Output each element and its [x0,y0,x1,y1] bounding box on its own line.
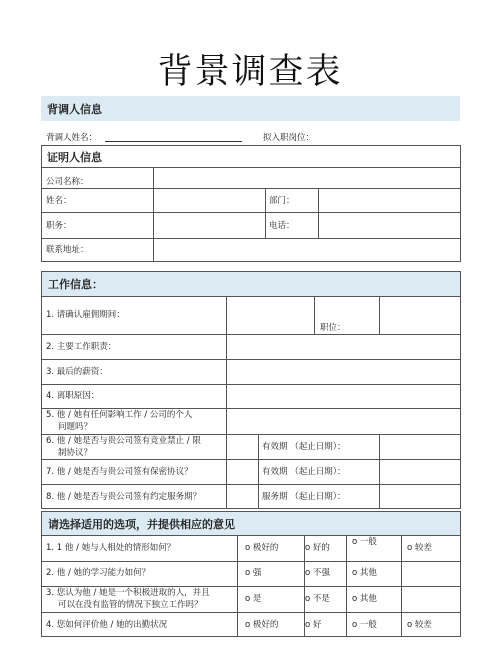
r4-attendance: 4. 您如何评价他 / 她的出勤状况 [46,620,168,630]
q1-position-field[interactable] [380,297,460,334]
divider [41,612,461,613]
q8-service-period: 8. 他 / 她是否与贵公司签有约定服务期？ [46,492,202,502]
department-field[interactable] [319,189,460,212]
q4-leave-reason: 4. 离职原因： [46,391,100,401]
divider [346,535,347,637]
q5-personal-issues-line2: 问题吗？ [58,422,93,432]
divider [401,535,402,637]
referee-name-field[interactable] [154,189,264,212]
q8-service-field[interactable] [380,485,460,509]
r3-option-yes[interactable]: o 是 [245,594,262,604]
q1-employment-period: 1. 请确认雇佣期间： [46,310,125,320]
r1-option-excellent[interactable]: o 极好的 [245,543,279,553]
target-position-label: 拟入职岗位： [263,133,315,143]
section-title: 请选择适用的选项，并提供相应的意见 [48,517,235,531]
r4-option-poor[interactable]: o 较差 [407,620,432,630]
q3-last-salary: 3. 最后的薪资： [46,367,108,377]
q6-validity-field[interactable] [380,435,460,459]
q6-noncompete-line1: 6. 他 / 她是否与贵公司签有竞业禁止 / 限 [46,436,201,446]
r3-option-other[interactable]: o 其他 [352,594,377,604]
divider [258,434,259,509]
q2-responsibilities: 2. 主要工作职责： [46,342,117,352]
q6-noncompete-line2: 制协议？ [58,448,93,458]
referee-name-label: 姓名： [46,196,72,206]
q5-personal-issues-line1: 5. 他 / 她有任何影响工作 / 公司的个人 [46,410,193,420]
investigator-name-field[interactable] [105,141,242,142]
section-header-referee: 证明人信息 [47,151,102,164]
r4-option-excellent[interactable]: o 极好的 [245,620,279,630]
company-label: 公司名称： [46,177,89,187]
r1-option-good[interactable]: o 好的 [305,543,330,553]
r3-proactive-line2: 可以在没有监管的情况下独立工作吗？ [58,600,203,610]
section-header-rating [42,512,460,535]
r1-option-average[interactable]: o 一般 [352,537,377,547]
section-title: 背调人信息 [47,102,102,116]
r1-getting-along: 1. 1 他 / 她与人相处的情形如何？ [46,543,176,553]
r2-option-strong[interactable]: o 强 [245,568,262,578]
phone-field[interactable] [319,213,460,238]
salary-field[interactable] [227,360,460,384]
r3-proactive-line1: 3. 您认为他 / 她是一个积极进取的人，并且 [46,588,210,598]
divider [41,535,461,536]
employment-period-field[interactable] [227,297,313,334]
divider [314,296,315,334]
q6-validity-label: 有效期 （起止日期）： [262,442,346,452]
q8-service-label: 服务期 （起止日期）： [262,492,346,502]
divider [237,535,238,637]
r1-option-poor[interactable]: o 较差 [407,543,432,553]
r4-option-good[interactable]: o 好 [305,620,322,630]
leave-reason-field[interactable] [227,385,460,408]
r2-learning-ability: 2. 他 / 她的学习能力如何？ [46,568,151,578]
section-header-investigator [41,96,460,121]
job-title-field[interactable] [154,213,264,238]
r2-option-weak[interactable]: o 不强 [305,568,330,578]
section-header-work [42,272,460,296]
job-title-label: 职务： [46,221,72,231]
address-field[interactable] [154,239,460,261]
personal-issues-field[interactable] [227,409,460,434]
address-label: 联系地址： [46,245,89,255]
section-title: 工作信息： [48,278,103,291]
department-label: 部门： [269,196,295,206]
responsibilities-field[interactable] [227,335,460,359]
phone-label: 电话： [269,221,295,231]
r3-option-no[interactable]: o 不是 [305,594,330,604]
r2-option-other[interactable]: o 其他 [352,568,377,578]
r4-option-average[interactable]: o 一般 [352,620,377,630]
investigator-name-label: 背调人姓名： [46,133,98,143]
divider [41,561,461,562]
divider [265,188,266,238]
page-title: 背景调查表 [157,52,343,92]
q1-position-label: 职位： [320,323,346,333]
q7-validity-field[interactable] [380,460,460,484]
company-field[interactable] [154,168,460,188]
q7-confidentiality: 7. 他 / 她是否与贵公司签有保密协议？ [46,467,193,477]
q7-validity-label: 有效期 （起止日期）： [262,467,346,477]
